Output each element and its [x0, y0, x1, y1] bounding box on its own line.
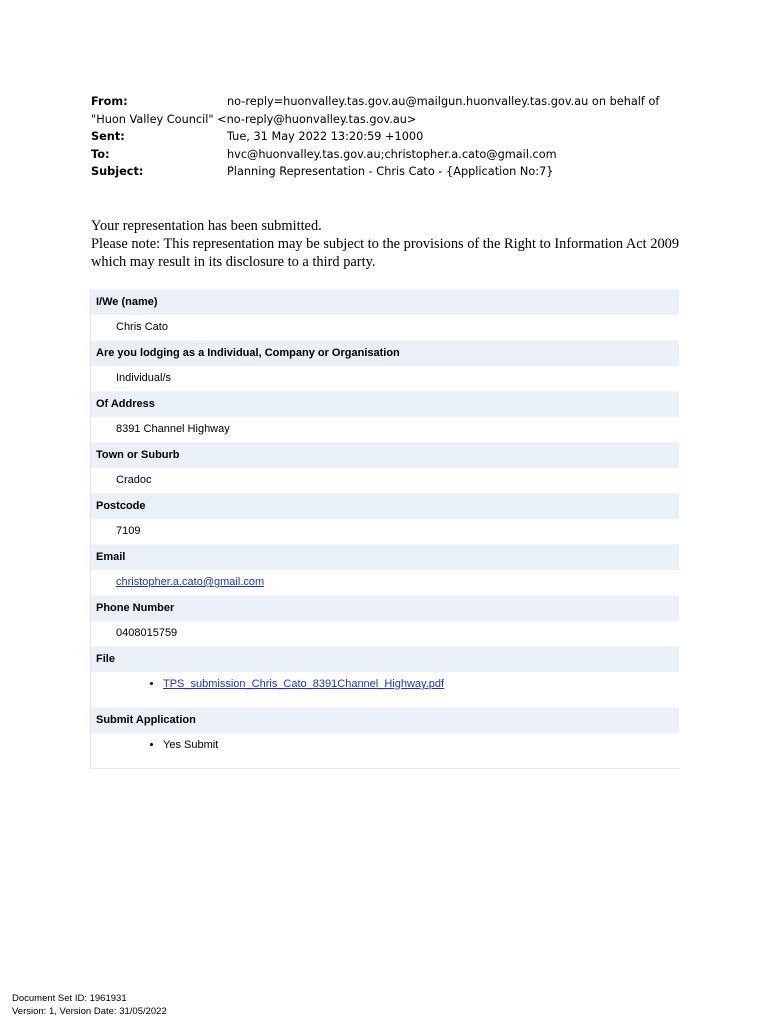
- to-label: To:: [91, 147, 110, 161]
- table-tail: [91, 758, 679, 768]
- rti-notice: Please note: This representation may be subject to the provisions of the Right to Information Act 2009 which may result in its disclosure to a third party.: [91, 235, 680, 270]
- sent-row: [91, 128, 691, 146]
- postcode-value: 7109: [116, 525, 141, 537]
- to-row: [91, 146, 691, 164]
- submitted-message: Your representation has been submitted.: [91, 218, 322, 234]
- submission-form-table: [90, 289, 679, 769]
- subject-row: [91, 163, 691, 181]
- document-set-id: Document Set ID: 1961931: [12, 993, 127, 1004]
- file-value-cell: [91, 672, 679, 698]
- sent-value: Tue, 31 May 2022 13:20:59 +1000: [227, 130, 424, 143]
- phone-value: 0408015759: [116, 627, 178, 639]
- email-link[interactable]: christopher.a.cato@gmail.com: [116, 576, 265, 588]
- file-label: File: [91, 646, 679, 672]
- email-label: Email: [91, 544, 679, 570]
- from-row: [91, 93, 691, 111]
- version-info: Version: 1, Version Date: 31/05/2022: [12, 1005, 167, 1017]
- name-value: Chris Cato: [116, 321, 168, 333]
- submit-list-item: • Yes Submit: [163, 733, 679, 758]
- file-list-item: [163, 672, 679, 697]
- subject-label: Subject:: [91, 165, 144, 178]
- intro-text: [91, 218, 691, 271]
- sent-label: Sent:: [91, 130, 125, 143]
- file-link[interactable]: TPS_submission_Chris_Cato_8391Channel_Highway.pdf: [163, 678, 445, 690]
- from-continuation: "Huon Valley Council" <no-reply@huonvalley.tas.gov.au>: [91, 112, 417, 126]
- lodging-value: Individual/s: [116, 372, 172, 384]
- from-value: no-reply=huonvalley.tas.gov.au@mailgun.huonvalley.tas.gov.au on behalf of: [227, 95, 660, 108]
- postcode-label: Postcode: [91, 493, 679, 519]
- submit-list: [91, 733, 679, 758]
- address-value: 8391 Channel Highway: [116, 423, 230, 435]
- address-label: Of Address: [91, 391, 679, 417]
- document-footer: [12, 993, 167, 1018]
- email-header: [91, 93, 691, 181]
- from-label: From:: [91, 95, 128, 108]
- submit-application-label: Submit Application: [91, 707, 679, 733]
- lodging-label: Are you lodging as a Individual, Company or Organisation: [91, 340, 679, 366]
- email-value-cell: [91, 570, 679, 595]
- subject-value: Planning Representation - Chris Cato - {Application No:7}: [227, 165, 554, 178]
- submit-value-cell: [91, 733, 679, 758]
- spacer: [91, 698, 679, 707]
- town-value: Cradoc: [116, 474, 152, 486]
- file-list: [91, 672, 679, 697]
- to-value: hvc@huonvalley.tas.gov.au;christopher.a.cato@gmail.com: [227, 147, 557, 161]
- town-label: Town or Suburb: [91, 442, 679, 468]
- name-label: I/We (name): [91, 289, 679, 315]
- phone-label: Phone Number: [91, 595, 679, 621]
